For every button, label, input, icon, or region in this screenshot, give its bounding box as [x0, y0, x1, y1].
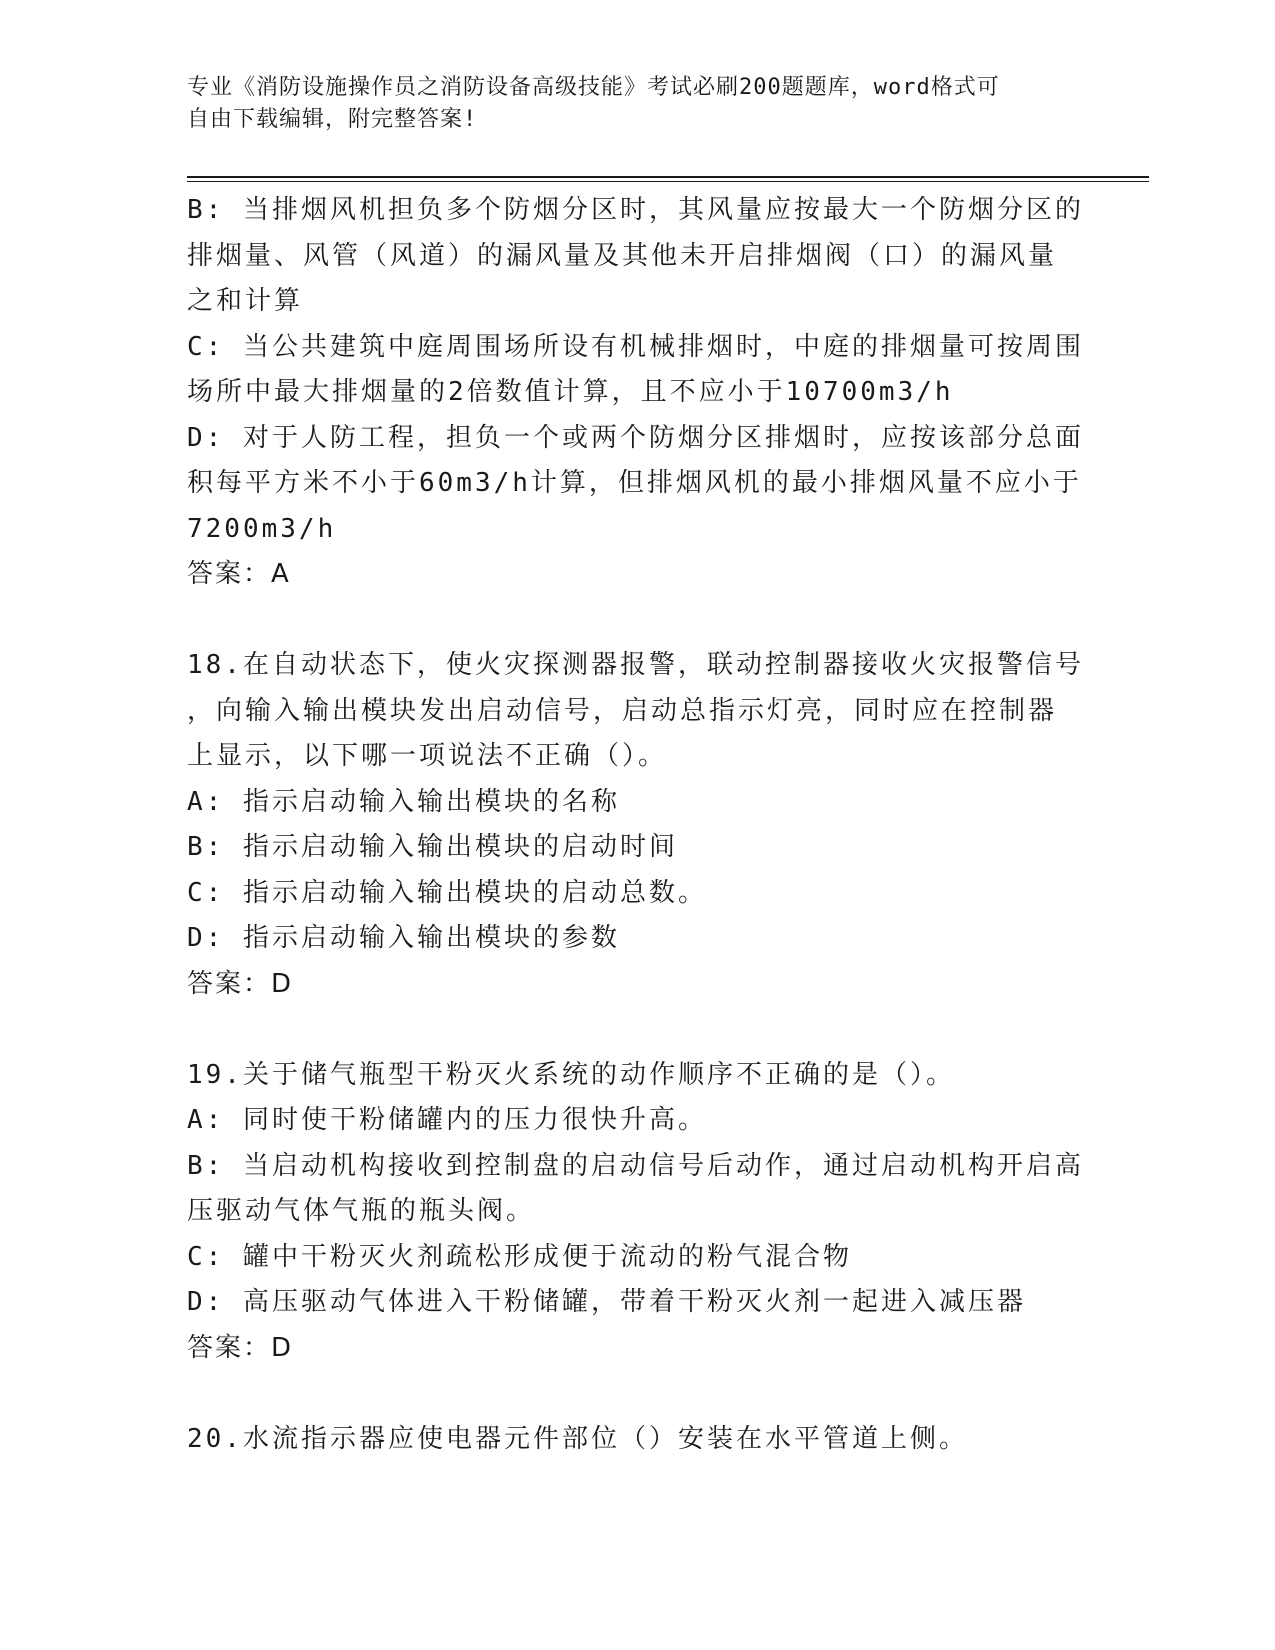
option-b-line-3: 之和计算: [187, 286, 304, 316]
option-d-line-1: D: 对于人防工程，担负一个或两个防烟分区排烟时，应按该部分总面: [187, 422, 1084, 453]
question-18-line-2: ，向输入输出模块发出启动信号，启动总指示灯亮，同时应在控制器: [187, 695, 1058, 726]
option-c-line-1: C: 当公共建筑中庭周围场所设有机械排烟时，中庭的排烟量可按周围: [187, 331, 1084, 362]
question-19-option-d: D: 高压驱动气体进入干粉储罐，带着干粉灭火剂一起进入减压器: [187, 1287, 1026, 1317]
header-divider-thick: [187, 176, 1149, 178]
question-20-line-1: 20.水流指示器应使电器元件部位（）安装在水平管道上侧。: [187, 1423, 968, 1454]
option-b-line-1: B: 当排烟风机担负多个防烟分区时，其风量应按最大一个防烟分区的: [187, 195, 1084, 225]
header-line-2: 自由下载编辑，附完整答案!: [187, 107, 478, 132]
option-b-line-2: 排烟量、风管（风道）的漏风量及其他未开启排烟阀（口）的漏风量: [187, 240, 1058, 271]
question-18-option-a: A: 指示启动输入输出模块的名称: [187, 786, 620, 817]
spacer: [187, 1371, 1067, 1417]
spacer: [187, 1007, 1067, 1053]
question-19-option-b-line-2: 压驱动气体气瓶的瓶头阀。: [187, 1196, 536, 1226]
option-d-line-2: 积每平方米不小于60m3/h计算，但排烟风机的最小排烟风量不应小于: [187, 468, 1082, 498]
answer-17: 答案：A: [187, 559, 291, 589]
document-header: [187, 72, 1067, 136]
answer-19: 答案：D: [187, 1332, 294, 1363]
spacer: [187, 598, 1067, 644]
question-19-option-c: C: 罐中干粉灭火剂疏松形成便于流动的粉气混合物: [187, 1241, 852, 1272]
option-c-line-2: 场所中最大排烟量的2倍数值计算，且不应小于10700m3/h: [187, 377, 954, 407]
question-19-line-1: 19.关于储气瓶型干粉灭火系统的动作顺序不正确的是（）。: [187, 1059, 955, 1090]
answer-18: 答案：D: [187, 968, 294, 999]
header-divider-thin: [187, 181, 1149, 182]
question-19-option-a: A: 同时使干粉储罐内的压力很快升高。: [187, 1105, 707, 1135]
question-18-option-b: B: 指示启动输入输出模块的启动时间: [187, 832, 678, 862]
question-19-option-b-line-1: B: 当启动机构接收到控制盘的启动信号后动作，通过启动机构开启高: [187, 1150, 1084, 1181]
question-18-line-3: 上显示，以下哪一项说法不正确（）。: [187, 741, 668, 771]
question-content: [187, 188, 1084, 1462]
question-18-option-c: C: 指示启动输入输出模块的启动总数。: [187, 877, 707, 908]
header-line-1: 专业《消防设施操作员之消防设备高级技能》考试必刷200题题库，word格式可: [187, 75, 1000, 100]
question-18-option-d: D: 指示启动输入输出模块的参数: [187, 923, 620, 953]
question-18-line-1: 18.在自动状态下，使火灾探测器报警，联动控制器接收火灾报警信号: [187, 650, 1084, 680]
option-d-line-3: 7200m3/h: [187, 513, 337, 544]
